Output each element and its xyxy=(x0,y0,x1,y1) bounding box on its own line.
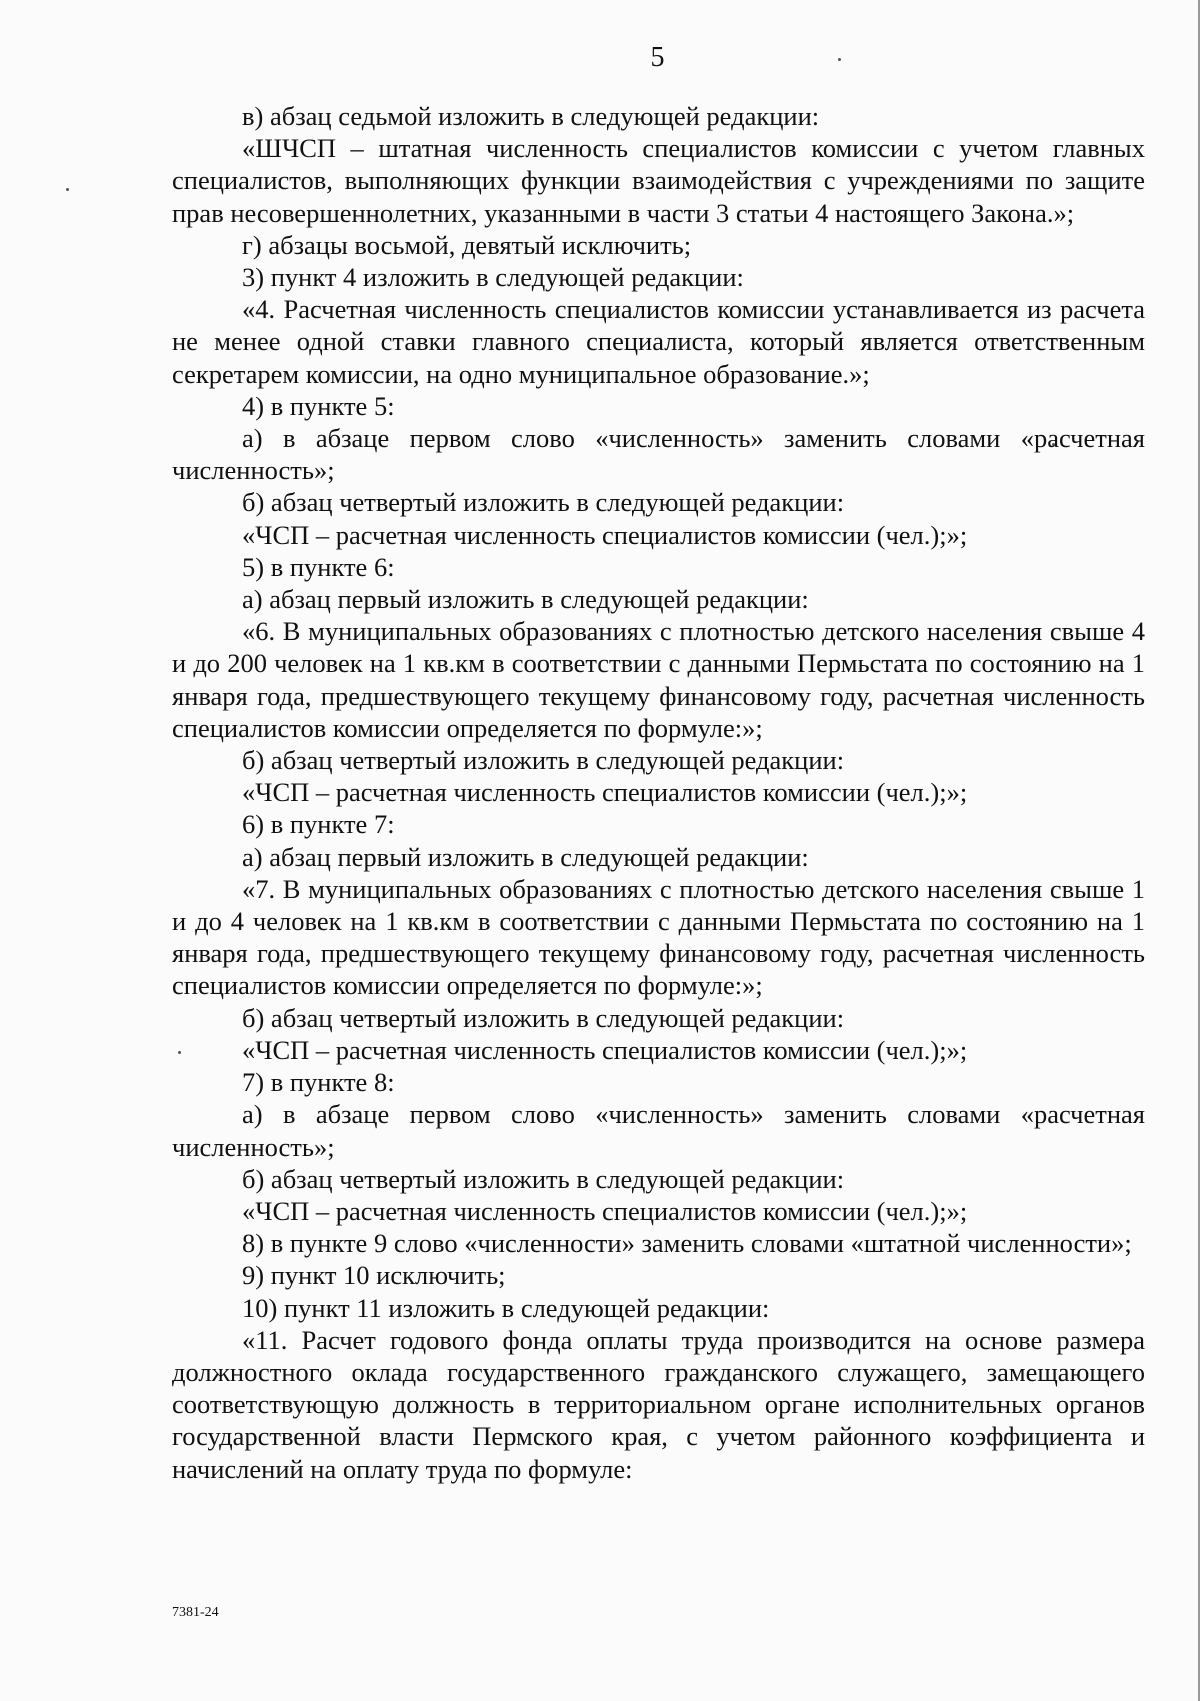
paragraph: 3) пункт 4 изложить в следующей редакции: xyxy=(242,262,744,293)
paragraph: б) абзац четвертый изложить в следующей редакции: xyxy=(242,487,845,518)
paragraph: 9) пункт 10 исключить; xyxy=(242,1260,506,1291)
paragraph: 4) в пункте 5: xyxy=(242,390,395,421)
paragraph: «ЧСП – расчетная численность специалистов комиссии (чел.);»; xyxy=(242,777,968,808)
paragraph: 6) в пункте 7: xyxy=(242,809,395,840)
paragraph: б) абзац четвертый изложить в следующей редакции: xyxy=(242,1002,845,1033)
paragraph: «6. В муниципальных образованиях с плотностью детского населения свыше 4 и до 200 человек на 1 кв.км в соответствии с данными Пермьстата по состоянию на 1 января года, предшествующего текущему финансовому году, расчетная численность специалистов комиссии определяется по формуле:»; xyxy=(172,616,1145,743)
paragraph: 7) в пункте 8: xyxy=(242,1067,395,1098)
paragraph: «ЧСП – расчетная численность специалистов комиссии (чел.);»; xyxy=(242,1195,968,1226)
page-number: 5 xyxy=(650,42,665,73)
scan-speck xyxy=(838,58,841,61)
paragraph: 5) в пункте 6: xyxy=(242,551,395,582)
paragraph: а) абзац первый изложить в следующей редакции: xyxy=(242,841,809,872)
document-code: 7381-24 xyxy=(172,1605,219,1620)
paragraph: 10) пункт 11 изложить в следующей редакции: xyxy=(242,1292,770,1323)
paragraph: а) в абзаце первом слово «численность» заменить словами «расчетная численность»; xyxy=(172,1099,1145,1162)
document-body xyxy=(172,100,1145,1485)
paragraph: в) абзац седьмой изложить в следующей редакции: xyxy=(242,101,820,131)
paragraph: а) в абзаце первом слово «численность» заменить словами «расчетная численность»; xyxy=(172,423,1145,486)
paragraph: «ЧСП – расчетная численность специалистов комиссии (чел.);»; xyxy=(242,1034,968,1065)
paragraph: б) абзац четвертый изложить в следующей редакции: xyxy=(242,1163,845,1194)
paragraph: «4. Расчетная численность специалистов комиссии устанавливается из расчета не менее одной ставки главного специалиста, который является ответственным секретарем комиссии, на одно муниципальное образование.»; xyxy=(172,294,1145,389)
paragraph: «7. В муниципальных образованиях с плотностью детского населения свыше 1 и до 4 человек на 1 кв.км в соответствии с данными Пермьстата по состоянию на 1 января года, предшествующего текущему финансовому году, расчетная численность специалистов комиссии определяется по формуле:»; xyxy=(172,873,1145,1001)
paragraph: а) абзац первый изложить в следующей редакции: xyxy=(242,584,809,615)
paragraph: «ЧСП – расчетная численность специалистов комиссии (чел.);»; xyxy=(242,519,968,550)
paragraph: г) абзацы восьмой, девятый исключить; xyxy=(242,229,692,260)
scan-speck xyxy=(66,188,69,191)
paragraph: б) абзац четвертый изложить в следующей редакции: xyxy=(242,745,845,776)
paragraph: «11. Расчет годового фонда оплаты труда производится на основе размера должностного оклада государственного гражданского служащего, замещающего соответствующую должность в территориальном органе исполнительных органов государственной власти Пермского края, с учетом районного коэффициента и начислений на оплату труда по формуле: xyxy=(172,1324,1145,1484)
paragraph: «ШЧСП – штатная численность специалистов комиссии с учетом главных специалистов, выполняющих функции взаимодействия с учреждениями по защите прав несовершеннолетних, указанными в части 3 статьи 4 настоящего Закона.»; xyxy=(172,133,1145,228)
paragraph: 8) в пункте 9 слово «численности» заменить словами «штатной численности»; xyxy=(242,1228,1132,1259)
